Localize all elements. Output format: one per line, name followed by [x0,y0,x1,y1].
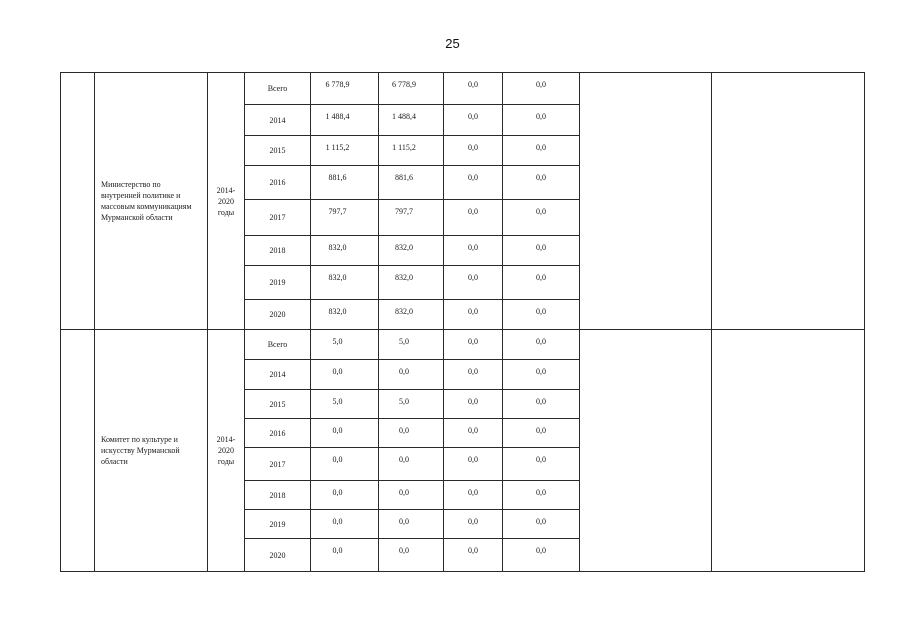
value-cell-v4: 0,0 [503,105,580,136]
year-cell: 2014 [245,360,311,390]
value-cell-v1: 832,0 [311,266,379,300]
value-cell-v4: 0,0 [503,266,580,300]
value-cell-v1: 0,0 [311,481,379,510]
value-cell-v2: 797,7 [379,200,444,236]
budget-table [60,72,864,574]
organization-cell [95,330,208,572]
value-cell-v1: 0,0 [311,539,379,572]
year-cell: 2017 [245,200,311,236]
value-cell-v2: 0,0 [379,539,444,572]
value-cell-v4: 0,0 [503,390,580,419]
value-cell-v3: 0,0 [444,539,503,572]
value-cell-v1: 797,7 [311,200,379,236]
value-cell-v4: 0,0 [503,236,580,266]
year-cell: 2018 [245,481,311,510]
empty-cell [580,330,712,572]
value-cell-v3: 0,0 [444,200,503,236]
empty-cell [712,73,865,330]
value-cell-v2: 6 778,9 [379,73,444,105]
value-cell-v3: 0,0 [444,448,503,481]
value-cell-v4: 0,0 [503,481,580,510]
value-cell-v3: 0,0 [444,300,503,330]
organization-cell [95,73,208,330]
value-cell-v1: 6 778,9 [311,73,379,105]
table-row [61,73,865,105]
value-cell-v1: 0,0 [311,448,379,481]
empty-cell [580,73,712,330]
value-cell-v3: 0,0 [444,390,503,419]
value-cell-v4: 0,0 [503,300,580,330]
table-rows [61,73,865,572]
value-cell-v2: 5,0 [379,390,444,419]
period-text: годы [217,457,235,466]
value-cell-v1: 1 115,2 [311,136,379,166]
value-cell-v1: 0,0 [311,360,379,390]
year-cell: 2015 [245,136,311,166]
table-row [61,330,865,360]
year-cell: 2019 [245,266,311,300]
index-cell [61,330,95,572]
organization-name: Министерство по внутренней политике и массовым коммуникациям Мурманской области [101,180,192,222]
budget-table-body [60,72,865,572]
value-cell-v4: 0,0 [503,360,580,390]
value-cell-v3: 0,0 [444,136,503,166]
value-cell-v2: 0,0 [379,448,444,481]
year-cell: 2017 [245,448,311,481]
period-text: 2020 [218,196,234,206]
value-cell-v3: 0,0 [444,330,503,360]
year-cell: 2016 [245,166,311,200]
year-cell: 2016 [245,419,311,448]
period-text: 2014- [216,185,236,195]
value-cell-v1: 832,0 [311,236,379,266]
value-cell-v2: 881,6 [379,166,444,200]
value-cell-v4: 0,0 [503,200,580,236]
year-cell: 2018 [245,236,311,266]
value-cell-v4: 0,0 [503,136,580,166]
value-cell-v2: 5,0 [379,330,444,360]
value-cell-v1: 832,0 [311,300,379,330]
value-cell-v4: 0,0 [503,166,580,200]
value-cell-v1: 5,0 [311,390,379,419]
value-cell-v1: 5,0 [311,330,379,360]
page-number: 25 [445,36,460,51]
value-cell-v3: 0,0 [444,360,503,390]
value-cell-v2: 832,0 [379,300,444,330]
value-cell-v2: 832,0 [379,236,444,266]
value-cell-v3: 0,0 [444,166,503,200]
value-cell-v2: 1 488,4 [379,105,444,136]
value-cell-v3: 0,0 [444,266,503,300]
year-cell: Всего [245,73,311,105]
year-cell: 2014 [245,105,311,136]
year-cell: Всего [245,330,311,360]
year-cell: 2020 [245,539,311,572]
value-cell-v2: 0,0 [379,419,444,448]
period-text: 2014- [216,435,236,444]
period-text: 2020 [218,446,234,455]
year-cell: 2020 [245,300,311,330]
period-text: годы [217,207,235,217]
value-cell-v2: 0,0 [379,510,444,539]
organization-name: Комитет по культуре и искусству Мурманской области [101,435,180,466]
year-cell: 2019 [245,510,311,539]
value-cell-v1: 0,0 [311,419,379,448]
empty-cell [712,330,865,572]
value-cell-v3: 0,0 [444,105,503,136]
value-cell-v2: 1 115,2 [379,136,444,166]
period-cell [208,73,245,330]
value-cell-v3: 0,0 [444,481,503,510]
value-cell-v4: 0,0 [503,510,580,539]
year-cell: 2015 [245,390,311,419]
value-cell-v3: 0,0 [444,419,503,448]
value-cell-v1: 0,0 [311,510,379,539]
value-cell-v1: 881,6 [311,166,379,200]
value-cell-v2: 832,0 [379,266,444,300]
value-cell-v3: 0,0 [444,73,503,105]
value-cell-v4: 0,0 [503,448,580,481]
value-cell-v4: 0,0 [503,73,580,105]
value-cell-v2: 0,0 [379,360,444,390]
index-cell [61,73,95,330]
value-cell-v1: 1 488,4 [311,105,379,136]
period-cell [208,330,245,572]
value-cell-v4: 0,0 [503,539,580,572]
value-cell-v3: 0,0 [444,236,503,266]
value-cell-v4: 0,0 [503,419,580,448]
value-cell-v3: 0,0 [444,510,503,539]
value-cell-v2: 0,0 [379,481,444,510]
value-cell-v4: 0,0 [503,330,580,360]
